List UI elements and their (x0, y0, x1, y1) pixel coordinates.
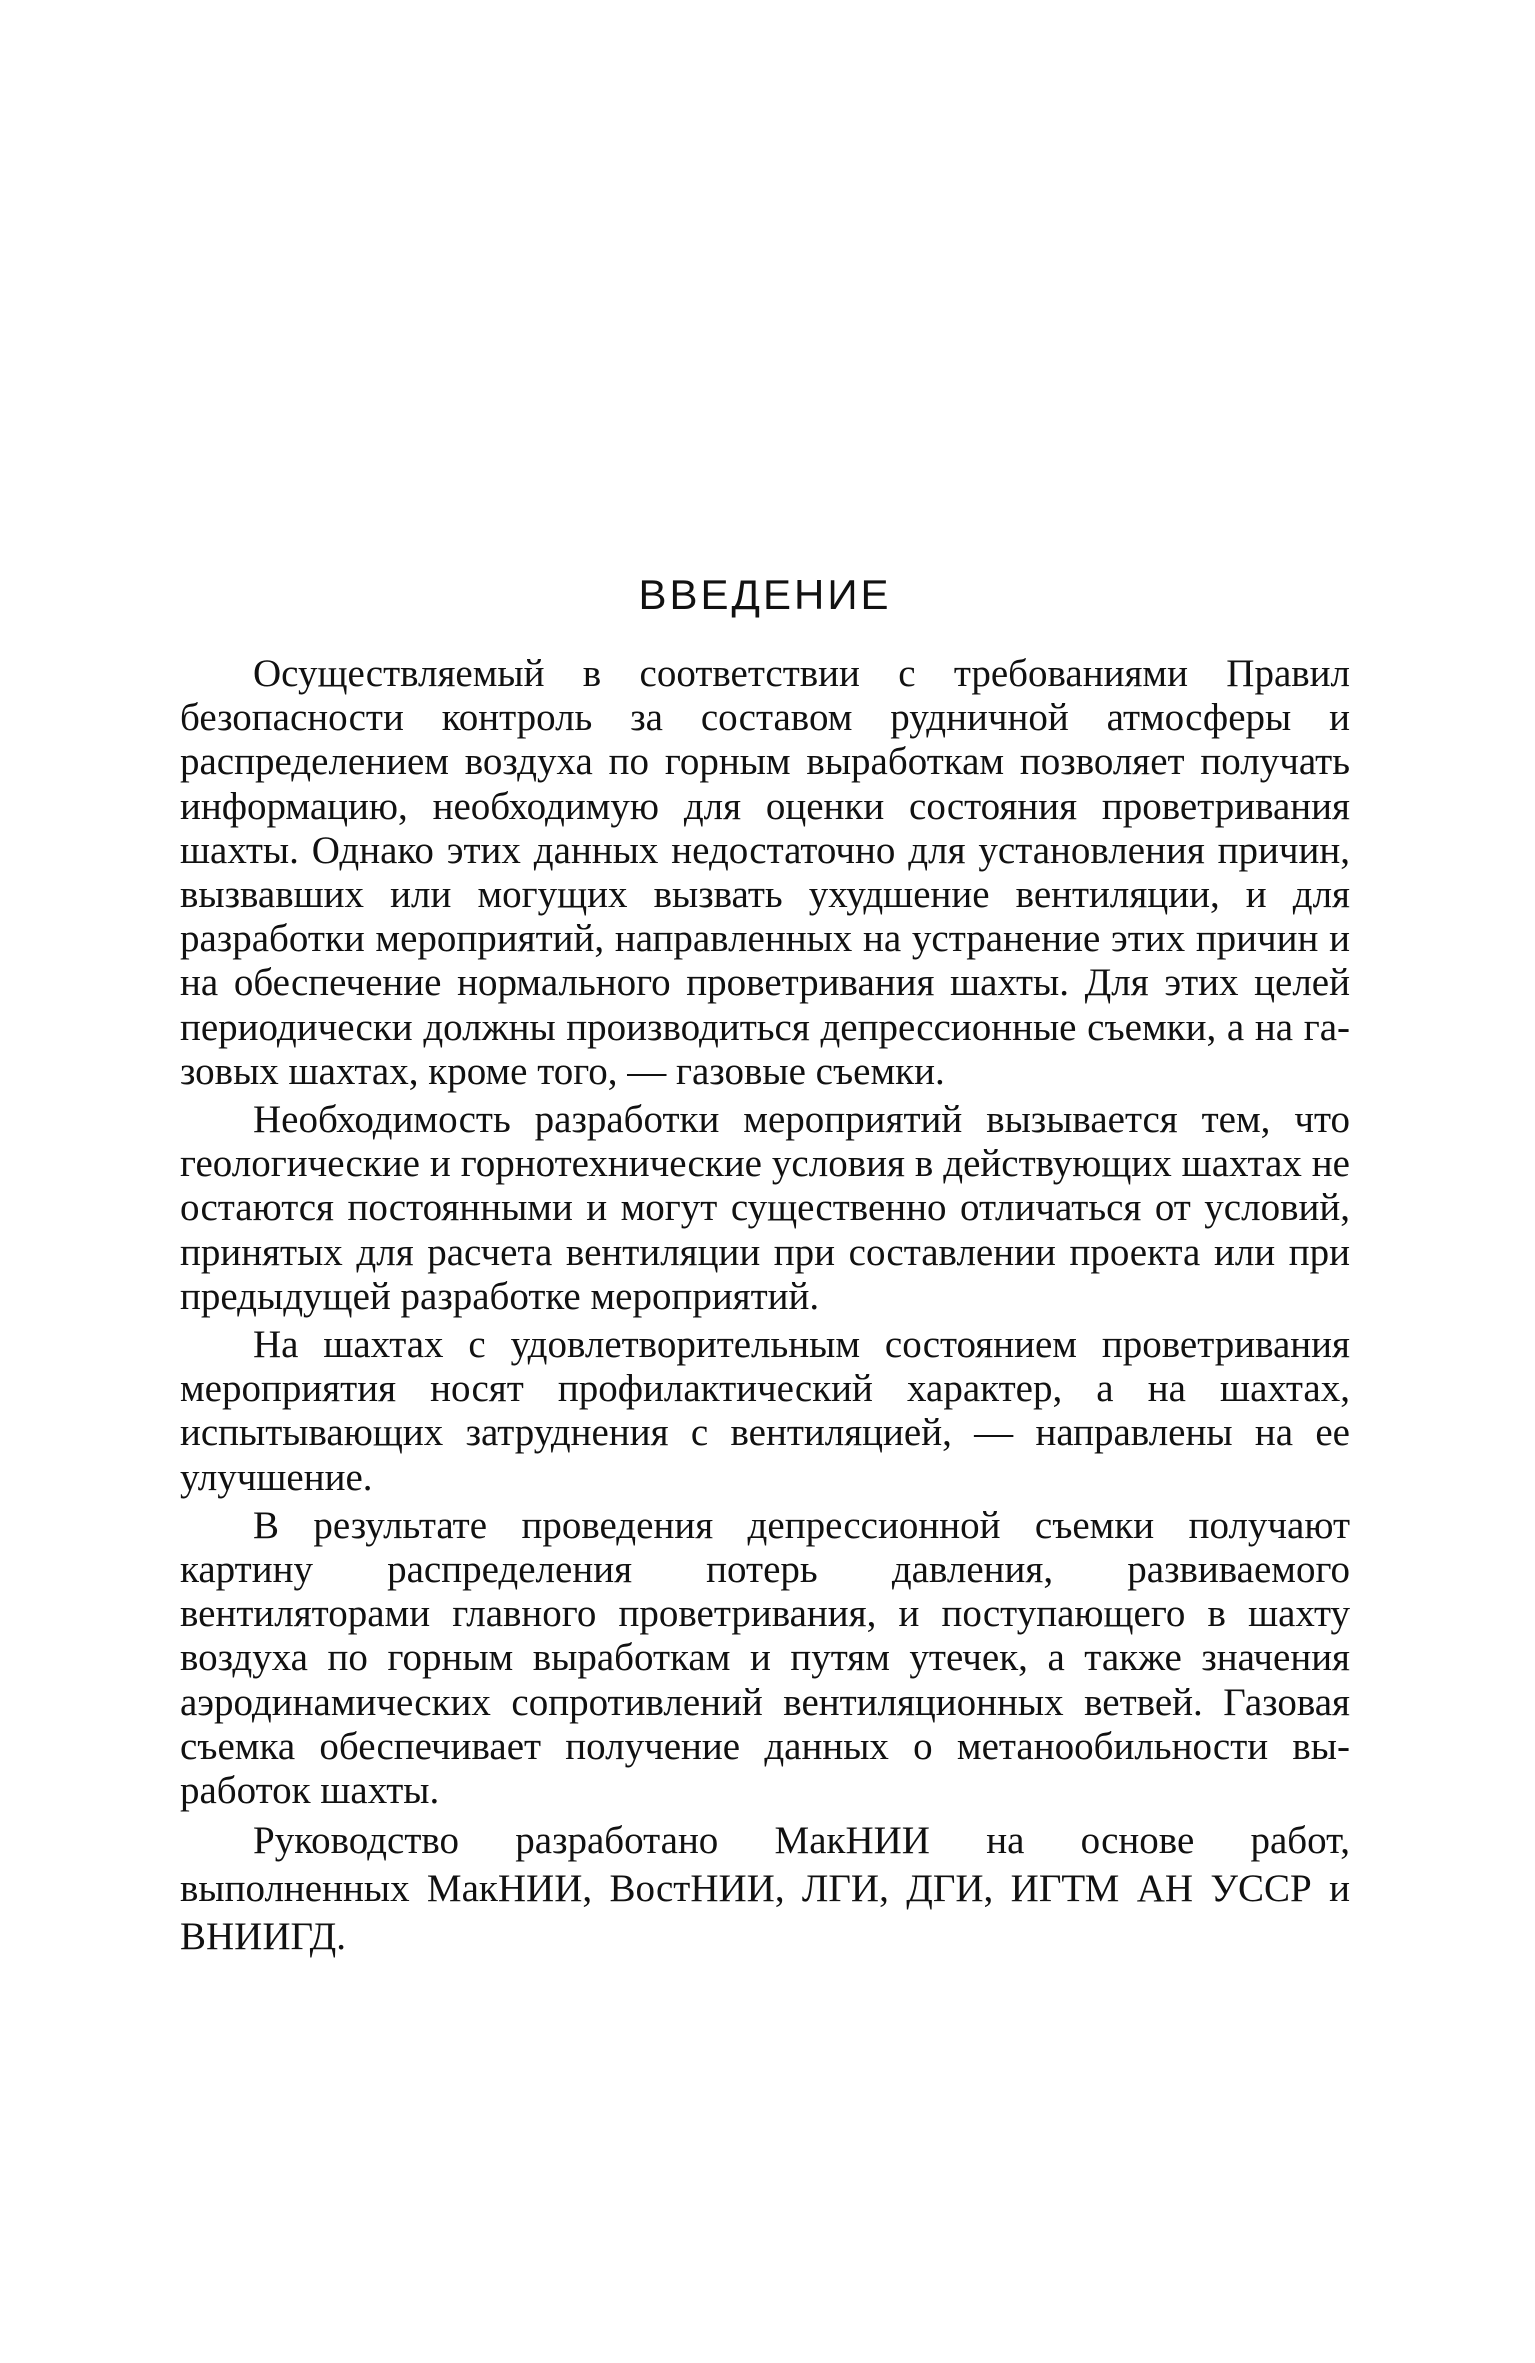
paragraph-3: На шахтах с удовлетворительным состоянием проветривания мероприятия носят профилактический характер, а на шахтах, испытывающих затруднения с вентиляцией, — направлены на ее улучшение. (180, 1323, 1350, 1499)
paragraph-1: Осуществляемый в соответствии с требованиями Правил безопасности контроль за составом рудничной атмосферы и распределением воздуха по горным выработкам позволяет получать информацию, необходимую для оценки состояния проветривания шахты. Однако этих данных недостаточно для установления причин, вызвавших или могущих вызвать ухудшение вентиляции, и для разработки мероприятий, направленных на устранение этих причин и на обеспечение нормального проветривания шахты. Для этих целей периодически должны производиться депрессионные съемки, а на газовых шахтах, кроме того, — газовые съемки. (180, 652, 1350, 1093)
page-body (180, 560, 1350, 1965)
paragraph-5: Руководство разработано МакНИИ на основе работ, выполненных МакНИИ, ВостНИИ, ЛГИ, ДГИ, ИГТМ АН УССР и ВНИИГД. (180, 1819, 1350, 1959)
section-heading: ВВЕДЕНИЕ (638, 571, 892, 618)
paragraph-4: В результате проведения депрессионной съемки получают картину распределения потерь давления, развиваемого вентиляторами главного проветривания, и поступающего в шахту воздуха по горным выработкам и путям утечек, а также значения аэродинамических сопротивлений вентиляционных ветвей. Газовая съемка обеспечивает получение данных о метанообильности выработок шахты. (180, 1503, 1350, 1813)
paragraph-2: Необходимость разработки мероприятий вызывается тем, что геологические и горнотехнические условия в действующих шахтах не остаются постоянными и могут существенно отличаться от условий, принятых для расчета вентиляции при составлении проекта или при предыдущей разработке мероприятий. (180, 1098, 1350, 1318)
